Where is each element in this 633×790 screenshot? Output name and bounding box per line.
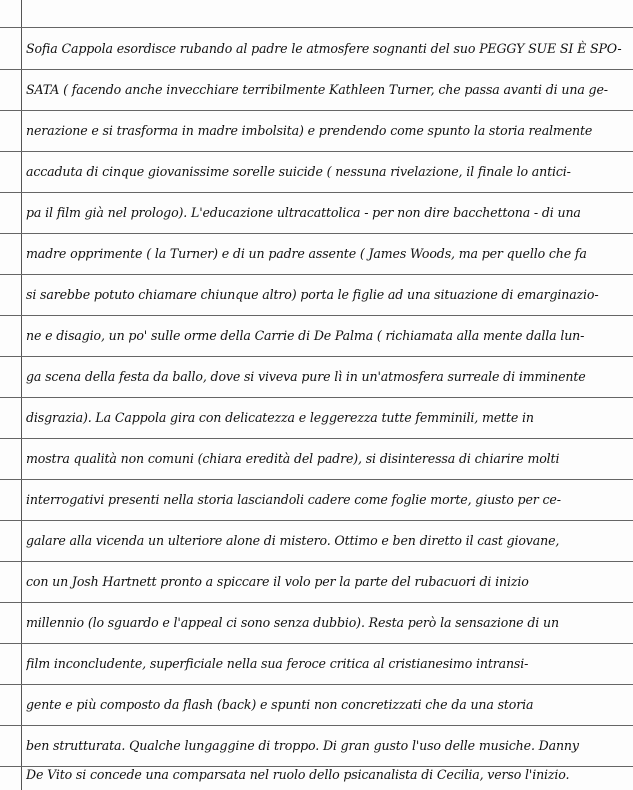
ruled-line [0,151,633,152]
handwritten-line: De Vito si concede una comparsata nel ruolo dello psicanalista di Cecilia, verso l'inizio. [26,767,570,782]
ruled-line [0,725,633,726]
ruled-line [0,192,633,193]
handwritten-line: gente e più composto da flash (back) e spunti non concretizzati che da una storia [26,697,534,712]
handwritten-line: mostra qualità non comuni (chiara eredità del padre), si disinteressa di chiarire molti [26,451,560,466]
handwritten-line: Sofia Cappola esordisce rubando al padre le atmosfere sognanti del suo PEGGY SUE SI È SPO- [26,41,622,56]
handwritten-line: galare alla vicenda un ulteriore alone di mistero. Ottimo e ben diretto il cast giovane, [26,533,560,548]
handwritten-line: interrogativi presenti nella storia lasciandoli cadere come foglie morte, giusto per ce- [26,492,561,507]
handwritten-line: con un Josh Hartnett pronto a spiccare il volo per la parte del rubacuori di inizio [26,574,529,589]
ruled-line [0,110,633,111]
ruled-line [0,274,633,275]
ruled-line [0,233,633,234]
ruled-line [0,643,633,644]
ruled-line [0,520,633,521]
ruled-line [0,315,633,316]
ruled-line [0,356,633,357]
handwritten-line: madre opprimente ( la Turner) e di un padre assente ( James Woods, ma per quello che fa [26,246,587,261]
handwritten-line: ne e disagio, un po' sulle orme della Carrie di De Palma ( richiamata alla mente dalla lun- [26,328,585,343]
handwritten-line: disgrazia). La Cappola gira con delicatezza e leggerezza tutte femminili, mette in [26,410,534,425]
handwritten-line: millennio (lo sguardo e l'appeal ci sono senza dubbio). Resta però la sensazione di un [26,615,559,630]
ruled-line [0,69,633,70]
handwritten-line: ben strutturata. Qualche lungaggine di troppo. Di gran gusto l'uso delle musiche. Danny [26,738,579,753]
ruled-line [0,602,633,603]
handwritten-line: nerazione e si trasforma in madre imbolsita) e prendendo come spunto la storia realmente [26,123,593,138]
handwritten-line: film inconcludente, superficiale nella sua feroce critica al cristianesimo intransi- [26,656,529,671]
ruled-line [0,479,633,480]
ruled-line [0,397,633,398]
ruled-line [0,438,633,439]
ruled-line [0,27,633,28]
handwritten-line: pa il film già nel prologo). L'educazione ultracattolica - per non dire bacchettona - di una [26,205,581,220]
ruled-line [0,561,633,562]
handwritten-line: SATA ( facendo anche invecchiare terribilmente Kathleen Turner, che passa avanti di una ge- [26,82,608,97]
margin-rule [21,0,22,790]
handwritten-line: si sarebbe potuto chiamare chiunque altro) porta le figlie ad una situazione di emarginazio- [26,287,599,302]
ruled-line [0,684,633,685]
handwritten-line: accaduta di cinque giovanissime sorelle suicide ( nessuna rivelazione, il finale lo antici- [26,164,571,179]
handwritten-line: ga scena della festa da ballo, dove si viveva pure lì in un'atmosfera surreale di imminente [26,369,586,384]
